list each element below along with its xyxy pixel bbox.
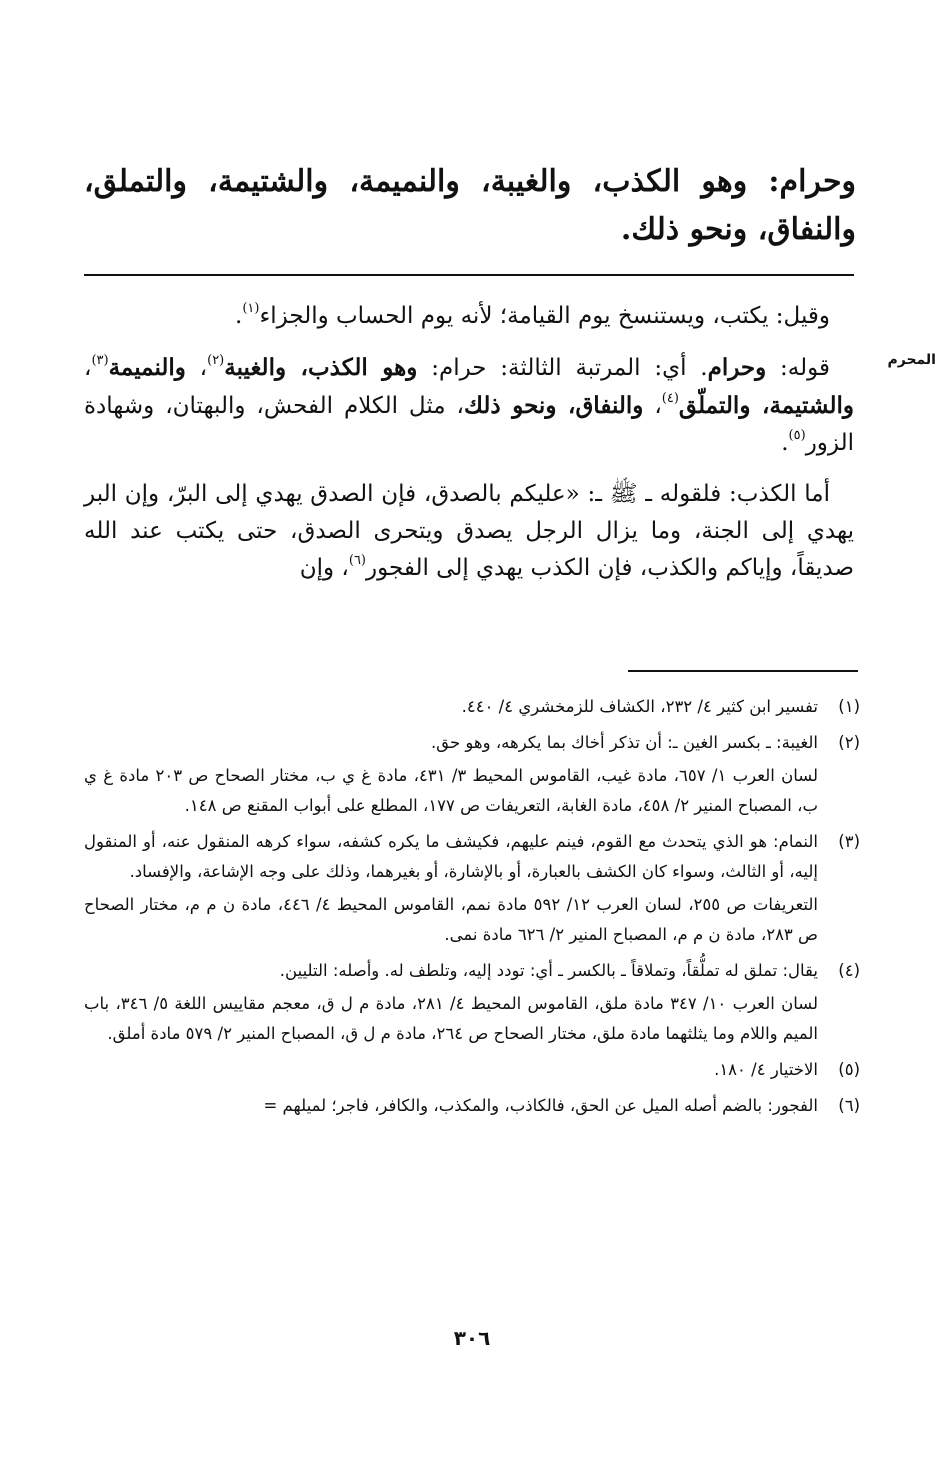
paragraph-text: وقيل: يكتب، ويستنسخ يوم القيامة؛ لأنه يوم الحساب والجزاء [259, 303, 830, 329]
header-divider [84, 274, 854, 276]
paragraph-text: . [781, 430, 789, 456]
footnote-number: (٥) [838, 1060, 860, 1079]
footnote-text: لسان العرب ١/ ٦٥٧، مادة غيب، القاموس المحيط ٣/ ٤٣١، مادة غ ي ب، مختار الصحاح ص ٢٠٣ مادة غ ي ب، المصباح المنير ٢/ ٤٥٨، مادة الغابة، التعريفات ص ١٧٧، المطلع على أبواب المقنع ص ١٤٨. [84, 766, 819, 815]
paragraph-text: . [235, 303, 243, 329]
paragraph-text: ، [84, 355, 92, 381]
paragraph-2 [84, 349, 854, 462]
footnote-text: التعريفات ص ٢٥٥، لسان العرب ١٢/ ٥٩٢ مادة نمم، القاموس المحيط ٤/ ٤٤٦، مادة ن م م، مختار الصحاح ص ٢٨٣، مادة ن م م، المصباح المنير ٢/ ٦٢٦ مادة نمى. [84, 895, 818, 944]
quoted-term: والنفاق، ونحو ذلك [463, 392, 644, 419]
paragraph-text: ، وإن [299, 555, 349, 581]
footnote-text: لسان العرب ١٠/ ٣٤٧ مادة ملق، القاموس المحيط ٤/ ٢٨١، مادة م ل ق، معجم مقاييس اللغة ٥/ ٣٤٦، باب الميم واللام وما يثلثهما مادة ملق، مختار الصحاح ص ٢٦٤، مادة م ل ق، المصباح المنير ٢/ ٥٧٩ مادة أملق. [84, 994, 818, 1043]
footnote [84, 692, 860, 725]
footnote-number: (٢) [838, 733, 860, 752]
main-text [84, 298, 854, 601]
footnote-number: (١) [838, 697, 860, 716]
footnote-text: الغيبة: ـ بكسر الغين ـ: أن تذكر أخاك بما يكرهه، وهو حق. [430, 733, 818, 752]
paragraph-text: . أي: المرتبة الثالثة: حرام: [417, 355, 708, 381]
section-heading: وحرام: وهو الكذب، والغيبة، والنميمة، والشتيمة، والتملق، والنفاق، ونحو ذلك. [84, 164, 856, 247]
paragraph-text: قوله: [766, 355, 830, 381]
footnote [84, 956, 860, 1052]
quoted-term: والنميمة [108, 354, 186, 381]
footnote-text: النمام: هو الذي يتحدث مع القوم، فينم عليهم، فكيشف ما يكره كشفه، سواء كرهه المنقول عنه، أو المنقول إليه، أو الثالث، وسواء كان الكشف بالعبارة، أو بالإشارة، أو بغيرهما، وذلك على وجه الإشاعة، والإفساد. [84, 832, 818, 881]
footnote [84, 728, 860, 824]
quoted-term: والشتيمة، والتملّق [678, 392, 854, 419]
footnote-ref[interactable]: (٦) [348, 553, 366, 568]
paragraph-text: ، [185, 355, 208, 381]
page-number: ٣٠٦ [453, 1326, 491, 1350]
footnote-ref[interactable]: (١) [242, 301, 260, 316]
footnote-ref[interactable]: (٢) [207, 353, 225, 368]
footnote-ref[interactable]: (٥) [788, 428, 806, 443]
footnotes [84, 692, 860, 1127]
paragraph-1 [84, 298, 854, 335]
margin-note: المحرم [887, 352, 936, 368]
footnote-number: (٤) [838, 961, 860, 980]
paragraph-text: ، مثل الكلام الفحش، والبهتان، وشهادة الزور [84, 393, 854, 456]
footnote [84, 1055, 860, 1088]
footnote-ref[interactable]: (٤) [661, 391, 679, 406]
paragraph-3 [84, 476, 854, 587]
footnote-divider [628, 670, 858, 672]
footnote-text: الفجور: بالضم أصله الميل عن الحق، فالكاذب، والمكذب، والكافر، فاجر؛ لميلهم = [263, 1096, 818, 1115]
footnote-number: (٣) [838, 832, 860, 851]
footnote [84, 1091, 860, 1124]
footnote-text: الاختيار ٤/ ١٨٠. [714, 1060, 818, 1079]
paragraph-text: ، [643, 393, 662, 419]
footnote-number: (٦) [838, 1096, 860, 1115]
footnote-ref[interactable]: (٣) [91, 353, 109, 368]
paragraph-text: أما الكذب: فلقوله ـ ﷺ ـ: «عليكم بالصدق، فإن الصدق يهدي إلى البرّ، وإن البر يهدي إلى الجنة، وما يزال الرجل يصدق ويتحرى الصدق، حتى يكتب عند الله صديقاً، وإياكم والكذب، فإن الكذب يهدي إلى الفجور [84, 481, 854, 581]
footnote [84, 827, 860, 953]
quoted-term: وحرام [707, 354, 767, 381]
footnote-text: يقال: تملق له تملُّقاً، وتملاقاً ـ بالكسر ـ أي: تودد إليه، وتلطف له. وأصله: التليين. [279, 961, 818, 980]
footnote-text: تفسير ابن كثير ٤/ ٢٣٢، الكشاف للزمخشري ٤/ ٤٤٠. [461, 697, 818, 716]
quoted-term: وهو الكذب، والغيبة [224, 354, 418, 381]
